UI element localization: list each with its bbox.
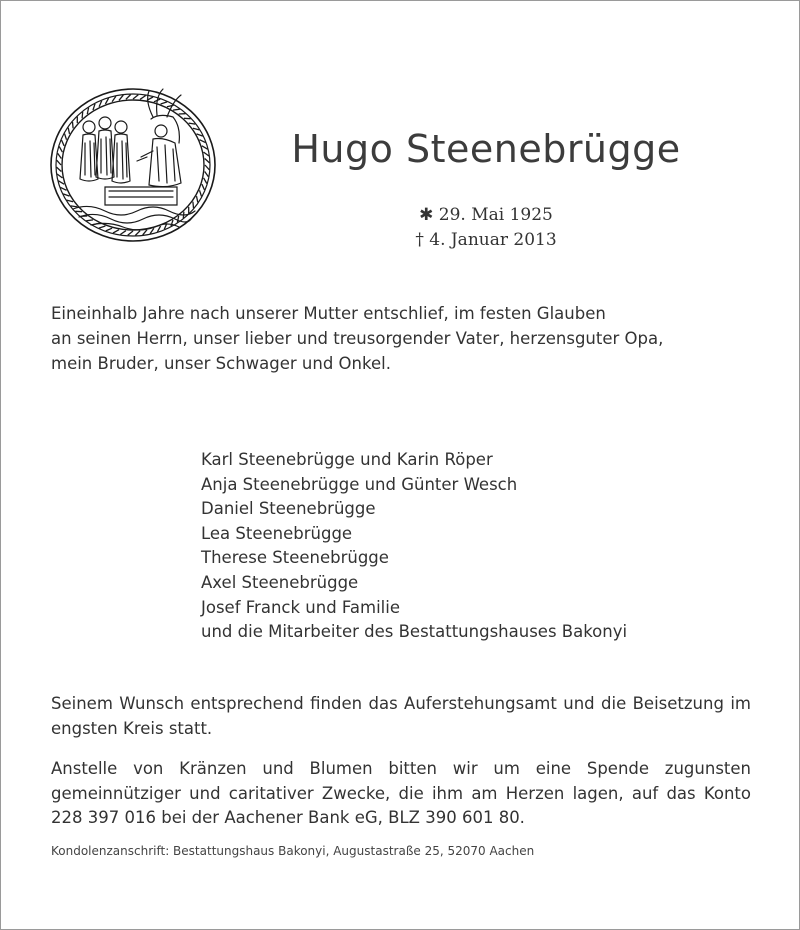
seal-braid-stroke: [105, 98, 108, 104]
seal-braid-stroke: [73, 122, 74, 128]
seal-braid-stroke: [205, 159, 210, 163]
intro-line: an seinen Herrn, unser lieber und treusorgender Vater, herzensguter Opa,: [51, 329, 664, 348]
seal-braid-stroke: [120, 231, 126, 235]
mourner-item: Josef Franck und Familie: [201, 597, 400, 617]
seal-braid-stroke: [202, 184, 205, 190]
seal-braid-stroke: [58, 153, 62, 158]
seal-braid-stroke: [135, 231, 140, 236]
seal-braid-stroke: [57, 167, 62, 171]
seal-braid-stroke: [173, 109, 180, 110]
seal-braid-stroke: [93, 104, 95, 110]
seal-braid-stroke: [202, 146, 208, 149]
seal-braid-stroke: [177, 216, 178, 222]
seal-braid-stroke: [67, 200, 74, 202]
seal-braid-stroke: [119, 95, 123, 100]
mourner-item: Anja Steenebrügge und Günter Wesch: [201, 474, 518, 494]
seal-braid-stroke: [113, 230, 119, 233]
intro-line: Eineinhalb Jahre nach unserer Mutter entschlief, im festen Glauben: [51, 304, 606, 323]
mourners-list: [201, 448, 741, 645]
seal-braid-stroke: [197, 196, 198, 202]
seal-braid-stroke: [99, 226, 106, 228]
funeral-info-paragraph: Seinem Wunsch entsprechend finden das Auferstehungsamt und die Beisetzung im engsten Kreis statt.: [51, 694, 751, 738]
seal-braid-stroke: [106, 228, 112, 231]
seal-braid-stroke: [59, 147, 62, 153]
seal-braid-stroke: [68, 128, 69, 134]
seal-braid-stroke: [65, 134, 67, 140]
life-dates: [331, 203, 641, 253]
seal-braid-stroke: [205, 165, 209, 170]
intro-line: mein Bruder, unser Schwager und Onkel.: [51, 354, 391, 373]
donation-paragraph: Anstelle von Kränzen und Blumen bitten wir um eine Spende zugunsten gemeinnütziger und caritativer Zwecke, die ihm am Herzen lagen, auf das Konto 228 397 016 bei der Aachener Bank eG, BLZ 390 601 80.: [51, 759, 751, 827]
seal-braid-stroke: [126, 95, 131, 100]
seal-braid-stroke: [71, 206, 78, 207]
seal-braid-stroke: [62, 140, 65, 146]
seal-braid-stroke: [133, 95, 138, 99]
seal-braid-stroke: [205, 172, 209, 177]
death-date: † 4. Januar 2013: [415, 230, 557, 250]
mourner-item: Therese Steenebrügge: [201, 548, 389, 568]
seal-braid-stroke: [57, 174, 62, 178]
seal-braid-stroke: [204, 178, 207, 184]
mourner-item: Karl Steenebrügge und Karin Röper: [201, 450, 493, 469]
seal-braid-stroke: [86, 220, 93, 221]
mourner-item: und die Mitarbeiter des Bestattungshauses Bakonyi: [201, 622, 628, 642]
seal-braid-stroke: [87, 108, 88, 114]
deceased-name: Hugo Steenebrügge: [291, 127, 681, 171]
condolence-address: Kondolenzanschrift: Bestattungshaus Bakonyi, Augustastraße 25, 52070 Aachen: [51, 844, 535, 858]
intro-paragraph: [51, 301, 751, 376]
seal-braid-stroke: [200, 190, 202, 196]
seal-braid-stroke: [193, 202, 194, 208]
birth-date: ✱ 29. Mai 1925: [419, 205, 553, 225]
seal-braid-stroke: [189, 123, 196, 124]
seal-braid-stroke: [193, 128, 200, 130]
seal-braid-stroke: [140, 96, 146, 100]
resurrection-seal-icon: [49, 87, 217, 243]
seal-braid-stroke: [58, 181, 64, 184]
seal-braid-stroke: [82, 112, 83, 119]
seal-braid-stroke: [57, 160, 61, 165]
seal-braid-stroke: [157, 226, 160, 232]
seal-braid-stroke: [161, 102, 168, 104]
seal-braid-stroke: [143, 230, 147, 235]
seal-braid-stroke: [204, 152, 209, 156]
mourner-item: Lea Steenebrügge: [201, 523, 353, 543]
mourner-item: Daniel Steenebrügge: [201, 499, 376, 519]
seal-braid-stroke: [128, 231, 133, 235]
seal-braid-stroke: [112, 96, 116, 102]
mourner-item: Axel Steenebrügge: [201, 572, 359, 592]
